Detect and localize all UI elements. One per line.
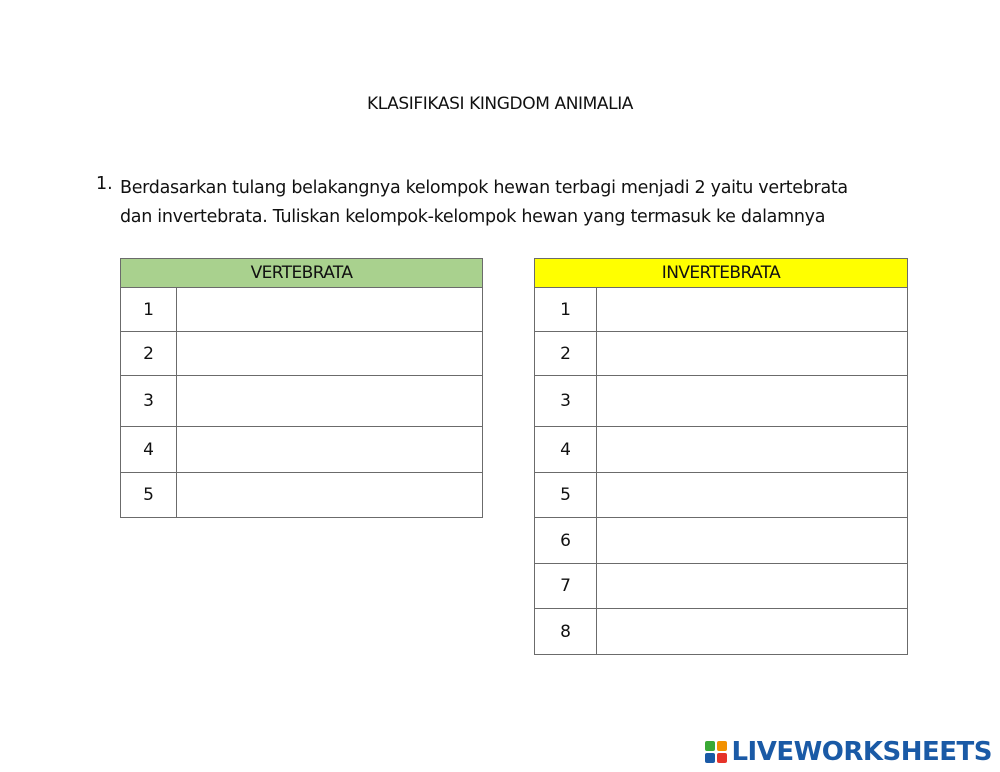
table-row: [535, 376, 908, 427]
answer-field[interactable]: [597, 288, 908, 332]
vertebrata-table: [120, 258, 483, 518]
table-row: [121, 288, 483, 332]
liveworksheets-logo: [705, 736, 992, 768]
question-line-2: dan invertebrata. Tuliskan kelompok-kelompok hewan yang termasuk ke dalamnya: [120, 207, 826, 227]
answer-field[interactable]: [597, 473, 908, 518]
table-row: [121, 473, 483, 518]
table-row: [121, 332, 483, 376]
table-row: [535, 609, 908, 655]
row-number: 2: [535, 332, 597, 376]
answer-field[interactable]: [177, 473, 483, 518]
row-number: 2: [121, 332, 177, 376]
row-number: 8: [535, 609, 597, 655]
row-number: 4: [535, 427, 597, 473]
question-line-1: Berdasarkan tulang belakangnya kelompok hewan terbagi menjadi 2 yaitu vertebrata: [120, 178, 848, 198]
table-row: [121, 376, 483, 427]
question-number: 1.: [96, 174, 113, 194]
table-row: [535, 332, 908, 376]
liveworksheets-logo-icon: [705, 741, 727, 763]
row-number: 5: [121, 473, 177, 518]
vertebrata-header: VERTEBRATA: [121, 259, 483, 288]
row-number: 1: [121, 288, 177, 332]
answer-field[interactable]: [177, 376, 483, 427]
answer-field[interactable]: [597, 609, 908, 655]
answer-field[interactable]: [597, 564, 908, 609]
brand-name: LIVEWORKSHEETS: [731, 737, 992, 767]
table-row: [535, 518, 908, 564]
table-row: [535, 473, 908, 518]
row-number: 3: [121, 376, 177, 427]
row-number: 1: [535, 288, 597, 332]
row-number: 3: [535, 376, 597, 427]
answer-field[interactable]: [597, 376, 908, 427]
answer-field[interactable]: [177, 332, 483, 376]
question-text: [120, 174, 920, 232]
row-number: 7: [535, 564, 597, 609]
answer-field[interactable]: [177, 288, 483, 332]
invertebrata-header: INVERTEBRATA: [535, 259, 908, 288]
answer-field[interactable]: [597, 427, 908, 473]
answer-field[interactable]: [177, 427, 483, 473]
answer-field[interactable]: [597, 332, 908, 376]
table-row: [121, 427, 483, 473]
row-number: 4: [121, 427, 177, 473]
worksheet-title: KLASIFIKASI KINGDOM ANIMALIA: [366, 94, 634, 114]
table-row: [535, 427, 908, 473]
answer-field[interactable]: [597, 518, 908, 564]
invertebrata-table: [534, 258, 908, 655]
row-number: 6: [535, 518, 597, 564]
table-row: [535, 288, 908, 332]
table-row: [535, 564, 908, 609]
row-number: 5: [535, 473, 597, 518]
